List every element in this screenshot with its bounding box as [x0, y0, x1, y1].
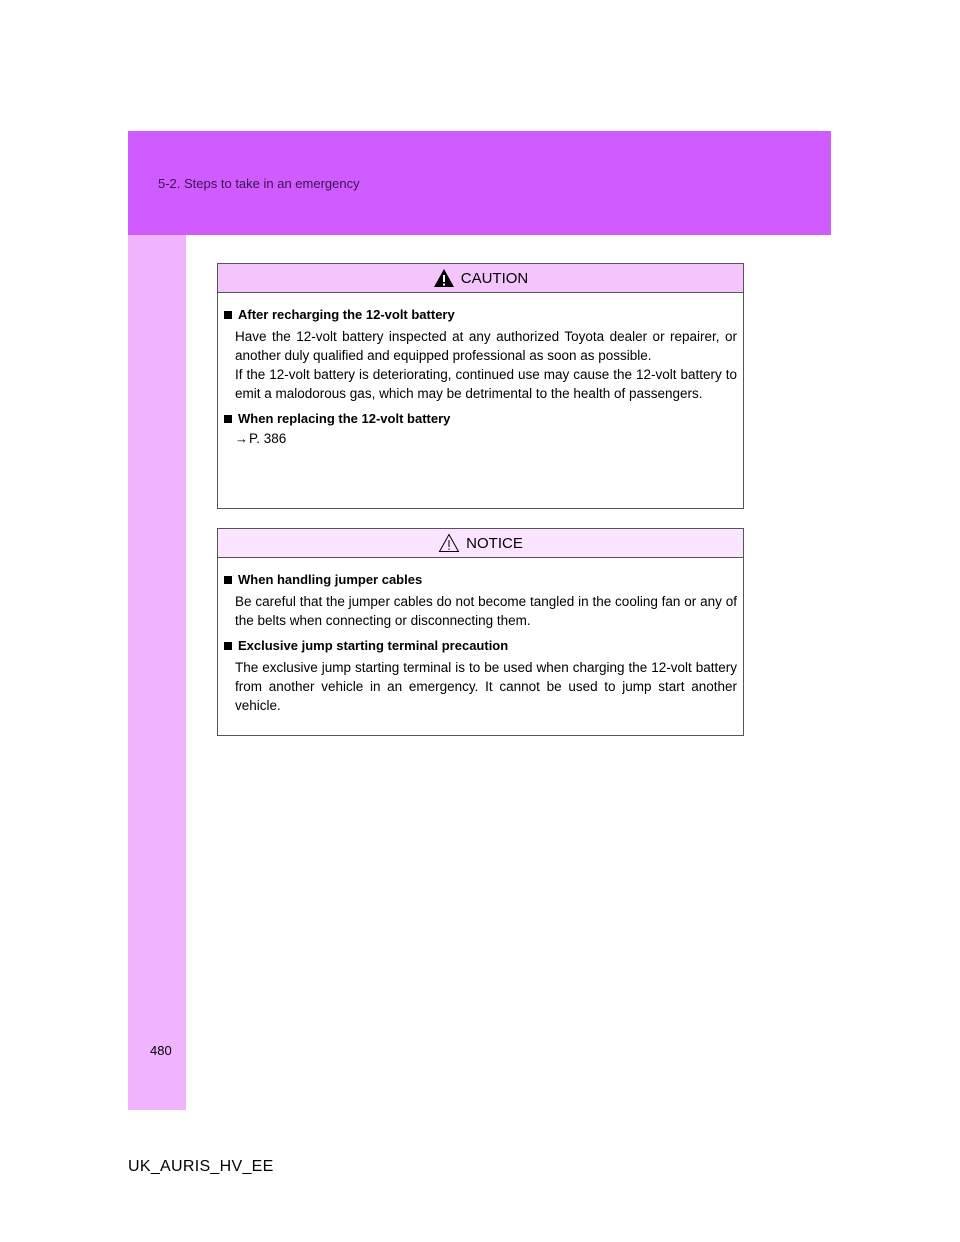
notice-paragraph: The exclusive jump starting terminal is to be used when charging the 12-volt battery from another vehicle in an emergency. It cannot be used to jump start another vehicle.	[235, 660, 737, 713]
side-strip	[128, 235, 186, 1110]
page-number-text: 480	[150, 1043, 172, 1058]
warning-triangle-icon	[433, 268, 455, 288]
notice-paragraph: Be careful that the jumper cables do not become tangled in the cooling fan or any of the belts when connecting or disconnecting them.	[235, 594, 737, 628]
caution-item-title	[224, 411, 737, 426]
caution-item-title-text: When replacing the 12-volt battery	[238, 411, 451, 426]
caution-item-title-text: After recharging the 12-volt battery	[238, 307, 455, 322]
notice-item-title	[224, 638, 737, 653]
arrow-right-icon: →	[235, 431, 248, 446]
footer-code: UK_AURIS_HV_EE	[128, 1158, 274, 1175]
notice-item-title-text: When handling jumper cables	[238, 572, 423, 587]
notice-label: NOTICE	[466, 534, 523, 552]
square-bullet-icon	[224, 576, 232, 584]
caution-label: CAUTION	[460, 269, 529, 287]
warning-triangle-outline-icon	[438, 533, 460, 553]
notice-box	[217, 528, 744, 736]
caution-box	[217, 263, 744, 509]
square-bullet-icon	[224, 311, 232, 319]
notice-header	[218, 529, 743, 558]
notice-item-title	[224, 572, 737, 587]
page-reference[interactable]	[235, 431, 737, 446]
notice-body	[218, 558, 743, 733]
caution-paragraph-1: Have the 12-volt battery inspected at any authorized Toyota dealer or repairer, or another duly qualified and equipped professional as soon as possible.	[235, 329, 737, 363]
square-bullet-icon	[224, 642, 232, 650]
square-bullet-icon	[224, 415, 232, 423]
caution-paragraph-2: If the 12-volt battery is deteriorating, continued use may cause the 12-volt battery to emit a malodorous gas, which may be detrimental to the health of passengers.	[235, 367, 737, 401]
caution-item-title	[224, 307, 737, 322]
caution-body	[218, 293, 743, 462]
page-reference-text: P. 386	[249, 431, 287, 446]
section-title: 5-2. Steps to take in an emergency	[158, 176, 360, 191]
caution-header	[218, 264, 743, 293]
caution-paragraph	[235, 327, 737, 403]
notice-item-title-text: Exclusive jump starting terminal precaution	[238, 638, 509, 653]
